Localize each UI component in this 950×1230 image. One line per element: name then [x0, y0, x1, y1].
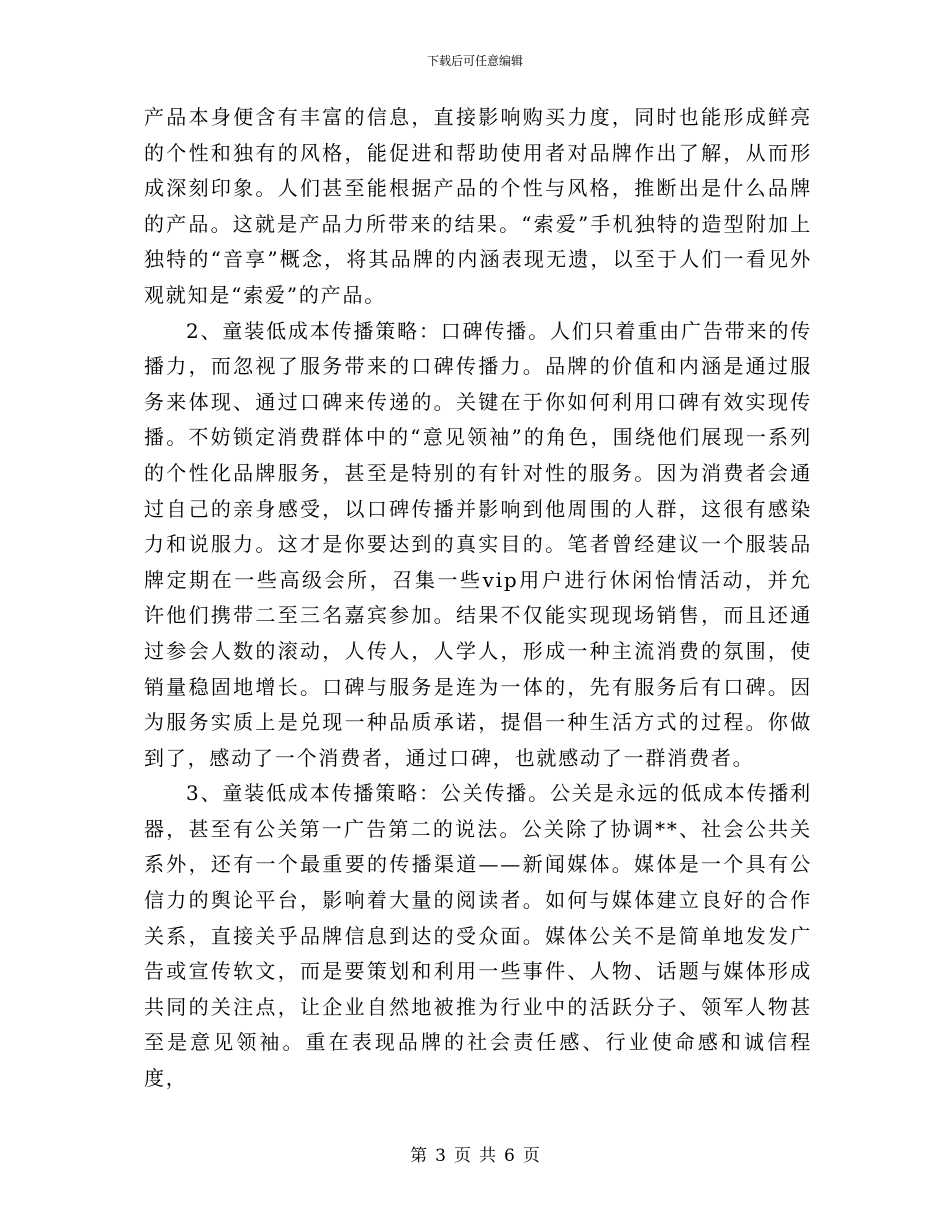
- paragraph-word-of-mouth: 2、童装低成本传播策略：口碑传播。人们只着重由广告带来的传播力，而忽视了服务带来的口碑传播力。品牌的价值和内涵是通过服务来体现、通过口碑来传递的。关键在于你如何利用口碑有效实现传播。不妨锁定消费群体中的“意见领袖”的角色，围绕他们展现一系列的个性化品牌服务，甚至是特别的有针对性的服务。因为消费者会通过自己的亲身感受，以口碑传播并影响到他周围的人群，这很有感染力和说服力。这才是你要达到的真实目的。笔者曾经建议一个服装品牌定期在一些高级会所，召集一些vip用户进行休闲怡情活动，并允许他们携带二至三名嘉宾参加。结果不仅能实现现场销售，而且还通过参会人数的滚动，人传人，人学人，形成一种主流消费的氛围，使销量稳固地增长。口碑与服务是连为一体的，先有服务后有口碑。因为服务实质上是兑现一种品质承诺，提倡一种生活方式的过程。你做到了，感动了一个消费者，通过口碑，也就感动了一群消费者。: [144, 318, 812, 770]
- paragraph-product-strength: 产品本身便含有丰富的信息，直接影响购买力度，同时也能形成鲜亮的个性和独有的风格，能促进和帮助使用者对品牌作出了解，从而形成深刻印象。人们甚至能根据产品的个性与风格，推断出是什么品牌的产品。这就是产品力所带来的结果。“索爱”手机独特的造型附加上独特的“音享”概念，将其品牌的内涵表现无遗，以至于人们一看见外观就知是“索爱”的产品。: [144, 105, 812, 307]
- document-body: [144, 100, 812, 1097]
- footer-page-unit: 页: [454, 1146, 471, 1166]
- footer-page-number: 3: [435, 1146, 446, 1166]
- page-header: [0, 54, 950, 68]
- footer-total-pages: 6: [504, 1146, 515, 1166]
- footer-total-prefix: 共: [479, 1146, 496, 1166]
- paragraph-public-relations: 3、童装低成本传播策略：公关传播。公关是永远的低成本传播利器，甚至有公关第一广告第二的说法。公关除了协调**、社会公共关系外，还有一个最重要的传播渠道——新闻媒体。媒体是一个具有公信力的舆论平台，影响着大量的阅读者。如何与媒体建立良好的合作关系，直接关乎品牌信息到达的受众面。媒体公关不是简单地发发广告或宣传软文，而是要策划和利用一些事件、人物、话题与媒体形成共同的关注点，让企业自然地被推为行业中的活跃分子、领军人物甚至是意见领袖。重在表现品牌的社会责任感、行业使命感和诚信程度，: [144, 781, 812, 1091]
- header-note: 下载后可任意编辑: [426, 54, 523, 68]
- page-footer: [0, 1146, 950, 1166]
- footer-prefix: 第: [410, 1146, 428, 1166]
- footer-total-unit: 页: [522, 1146, 540, 1166]
